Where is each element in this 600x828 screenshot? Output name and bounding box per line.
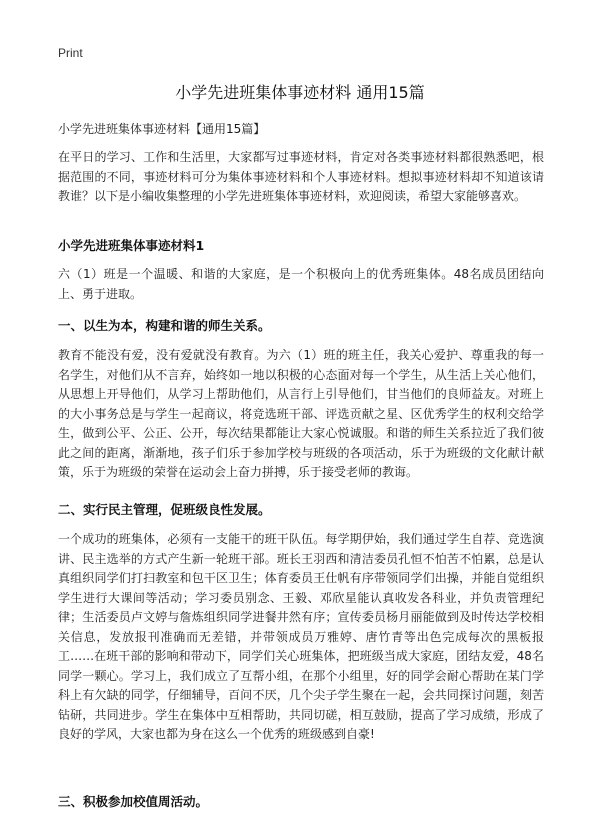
paragraph-class-intro: 六（1）班是一个温暖、和谐的大家庭，是一个积极向上的优秀班集体。48名成员团结向上、勇于进取。 <box>58 267 544 301</box>
document-title: 小学先进班集体事迹材料 通用15篇 <box>175 83 425 102</box>
intro-paragraph: 在平日的学习、工作和生活里，大家都写过事迹材料，肯定对各类事迹材料都很熟悉吧，根据范围的不同，事迹材料可分为集体事迹材料和个人事迹材料。想拟事迹材料却不知道该请教谁？以下是小编收集整理的小学先进班集体事迹材料，欢迎阅读，希望大家能够喜欢。 <box>58 150 544 203</box>
document-subtitle: 小学先进班集体事迹材料【通用15篇】 <box>58 122 266 136</box>
paragraph-democratic-management: 一个成功的班集体，必须有一支能干的班干队伍。每学期伊始，我们通过学生自荐、竞选演讲、民主选举的方式产生新一轮班干部。班长王羽西和清洁委员孔恒不怕苦不怕累，总是认真组织同学们打扫教室和包干区卫生；体育委员王仕帆有序带领同学们出操，并能自觉组织学生进行大课间等活动；学习委员别念、王毅、邓欣星能认真收发各科业，并负责管理纪律；生活委员卢文婷与詹炼组织同学进餐井然有序；宣传委员杨月丽能做到及时传达学校相关信息，发放报刊准确而无差错，并带领成员万雅婷、唐竹青等出色完成每次的黑板报工……在班干部的影响和带动下，同学们关心班集体，把班级当成大家庭，团结友爱，48名同学一颗心。学习上，我们成立了互帮小组，在那个小组里，好的同学会耐心帮助在某门学科上有欠缺的同学，仔细辅导，百问不厌，几个尖子学生聚在一起，会共同探讨问题，刻苦钻研，共同进步。学生在集体中互相帮助，共同切磋，相互鼓励，提高了学习成绩，形成了良好的学风，大家也都为身在这么一个优秀的班级感到自豪! <box>58 532 544 741</box>
heading-democratic-management: 二、实行民主管理，促班级良性发展。 <box>58 502 271 517</box>
heading-teacher-student-relations: 一、以生为本，构建和谐的师生关系。 <box>58 318 271 333</box>
print-label[interactable]: Print <box>58 46 83 60</box>
section-title: 小学先进班集体事迹材料1 <box>58 238 205 253</box>
heading-school-duty-week: 三、积极参加校值周活动。 <box>58 794 209 809</box>
paragraph-teacher-student-relations: 教育不能没有爱，没有爱就没有教育。为六（1）班的班主任，我关心爱护、尊重我的每一名学生，对他们从不言弃，始终如一地以积极的心态面对每一个学生，从生活上关心他们，从思想上开导他们，从学习上帮助他们，从言行上引导他们，甘当他们的良师益友。对班上的大小事务总是与学生一起商议，将竞选班干部、评选贡献之星、区优秀学生的权利交给学生，做到公平、公正、公开，每次结果都能让大家心悦诚服。和谐的师生关系拉近了我们彼此之间的距离，渐渐地，孩子们乐于参加学校与班级的各项活动，乐于为班级的文化献计献策，乐于为班级的荣誉在运动会上奋力拼搏，乐于接受老师的教诲。 <box>58 348 544 479</box>
